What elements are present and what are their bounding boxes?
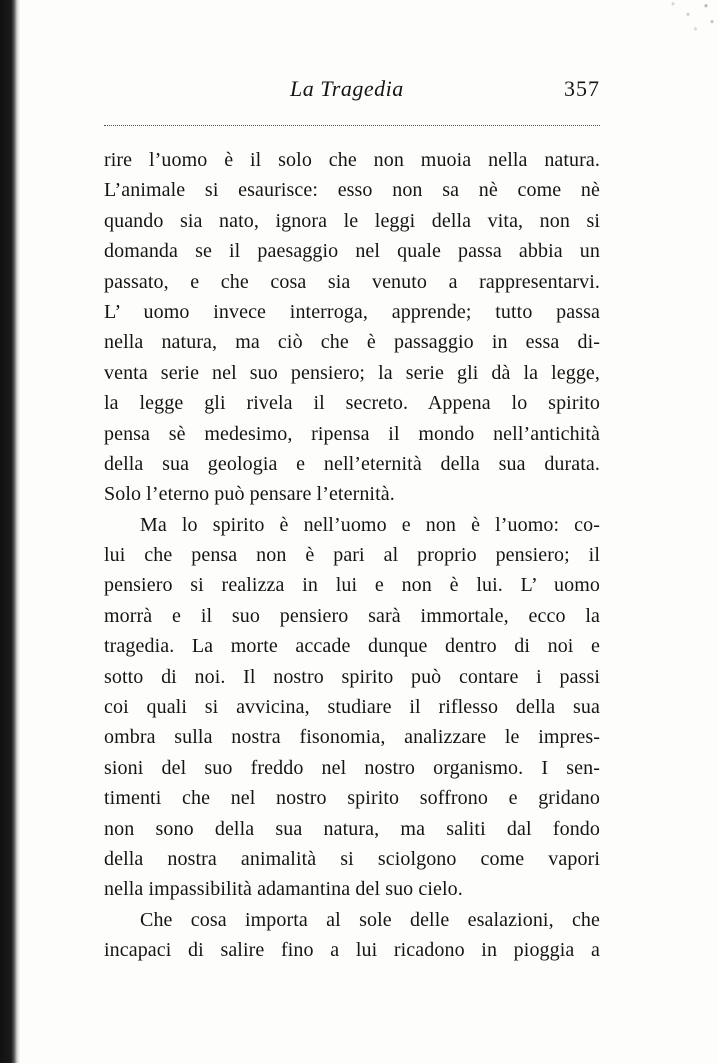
text-line: timenti che nel nostro spirito soffrono e gridano: [104, 787, 600, 810]
text-line: L’animale si esaurisce: esso non sa nè come nè: [104, 179, 600, 202]
text-line: rire l’uomo è il solo che non muoia nella natura.: [104, 149, 600, 171]
body-text: [104, 145, 600, 966]
book-spine-shadow: [0, 0, 20, 1063]
text-line: pensiero si realizza in lui e non è lui. L’ uomo: [104, 574, 600, 597]
text-line: tragedia. La morte accade dunque dentro di noi e: [104, 635, 600, 658]
print-speckle: [568, 0, 718, 48]
text-line: Ma lo spirito è nell’uomo e non è l’uomo: co-: [140, 513, 600, 536]
text-line: nella natura, ma ciò che è passaggio in essa di-: [104, 331, 600, 354]
text-line: venta serie nel suo pensiero; la serie gli dà la legge,: [104, 361, 600, 384]
text-line: L’ uomo invece interroga, apprende; tutto passa: [104, 300, 600, 323]
text-line: incapaci di salire fino a lui ricadono in pioggia a: [104, 939, 600, 962]
text-line: della nostra animalità si sciolgono come vapori: [104, 847, 600, 870]
text-line: quando sia nato, ignora le leggi della vita, non si: [104, 209, 600, 232]
text-line: Che cosa importa al sole delle esalazioni, che: [140, 908, 600, 931]
text-line: della sua geologia e nell’eternità della sua durata.: [104, 452, 600, 475]
page-header: [104, 76, 600, 110]
running-title: La Tragedia: [290, 76, 404, 101]
text-line: pensa sè medesimo, ripensa il mondo nell’antichità: [104, 422, 600, 445]
text-line: nella impassibilità adamantina del suo cielo.: [104, 878, 463, 901]
text-line: coi quali si avvicina, studiare il riflesso della sua: [104, 696, 600, 719]
text-line: ombra sulla nostra fisonomia, analizzare le impres-: [104, 726, 600, 749]
text-line: sotto di noi. Il nostro spirito può contare i passi: [104, 665, 600, 688]
text-line: domanda se il paesaggio nel quale passa abbia un: [104, 240, 600, 263]
text-line: la legge gli rivela il secreto. Appena lo spirito: [104, 392, 600, 415]
text-line: morrà e il suo pensiero sarà immortale, ecco la: [104, 604, 600, 627]
text-line: Solo l’eterno può pensare l’eternità.: [104, 483, 395, 506]
text-line: sioni del suo freddo nel nostro organismo. I sen-: [104, 756, 600, 779]
text-line: passato, e che cosa sia venuto a rappresentarvi.: [104, 270, 600, 293]
text-line: lui che pensa non è pari al proprio pensiero; il: [104, 544, 600, 567]
header-dotted-rule: [104, 125, 600, 126]
page-number: 357: [564, 76, 600, 101]
text-line: non sono della sua natura, ma saliti dal fondo: [104, 817, 600, 840]
